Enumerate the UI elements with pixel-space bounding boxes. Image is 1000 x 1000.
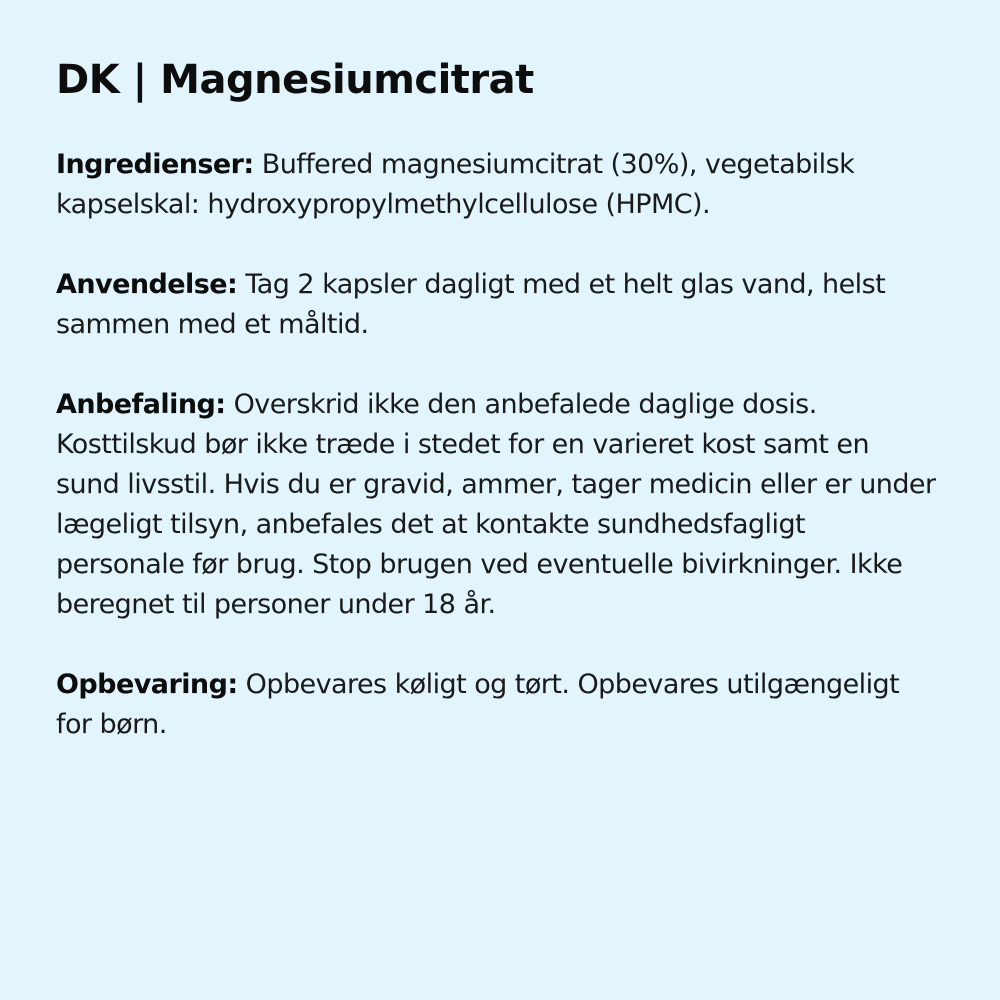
- storage-label: Opbevaring:: [56, 669, 238, 700]
- page-title: DK | Magnesiumcitrat: [56, 57, 534, 103]
- storage-section: [56, 665, 936, 745]
- usage-label: Anvendelse:: [56, 269, 238, 300]
- recommendation-label: Anbefaling:: [56, 389, 226, 420]
- recommendation-text: Overskrid ikke den anbefalede daglige dosis. Kosttilskud bør ikke træde i stedet for en varieret kost samt en sund livsstil. Hvis du er gravid, ammer, tager medicin eller er under lægeligt tilsyn, anbefales det at kontakte sundhedsfagligt personale før brug. Stop brugen ved eventuelle bivirkninger. Ikke beregnet til personer under 18 år.: [56, 389, 936, 620]
- recommendation-section: [56, 385, 936, 625]
- storage-text: Opbevares køligt og tørt. Opbevares utilgængeligt for børn.: [56, 669, 900, 740]
- ingredients-text: Buffered magnesiumcitrat (30%), vegetabilsk kapselskal: hydroxypropylmethylcellulose (HPMC).: [56, 149, 855, 220]
- label-panel: [56, 52, 936, 745]
- usage-text: Tag 2 kapsler dagligt med et helt glas vand, helst sammen med et måltid.: [56, 269, 886, 340]
- ingredients-label: Ingredienser:: [56, 149, 254, 180]
- usage-section: [56, 265, 936, 345]
- ingredients-section: [56, 145, 936, 225]
